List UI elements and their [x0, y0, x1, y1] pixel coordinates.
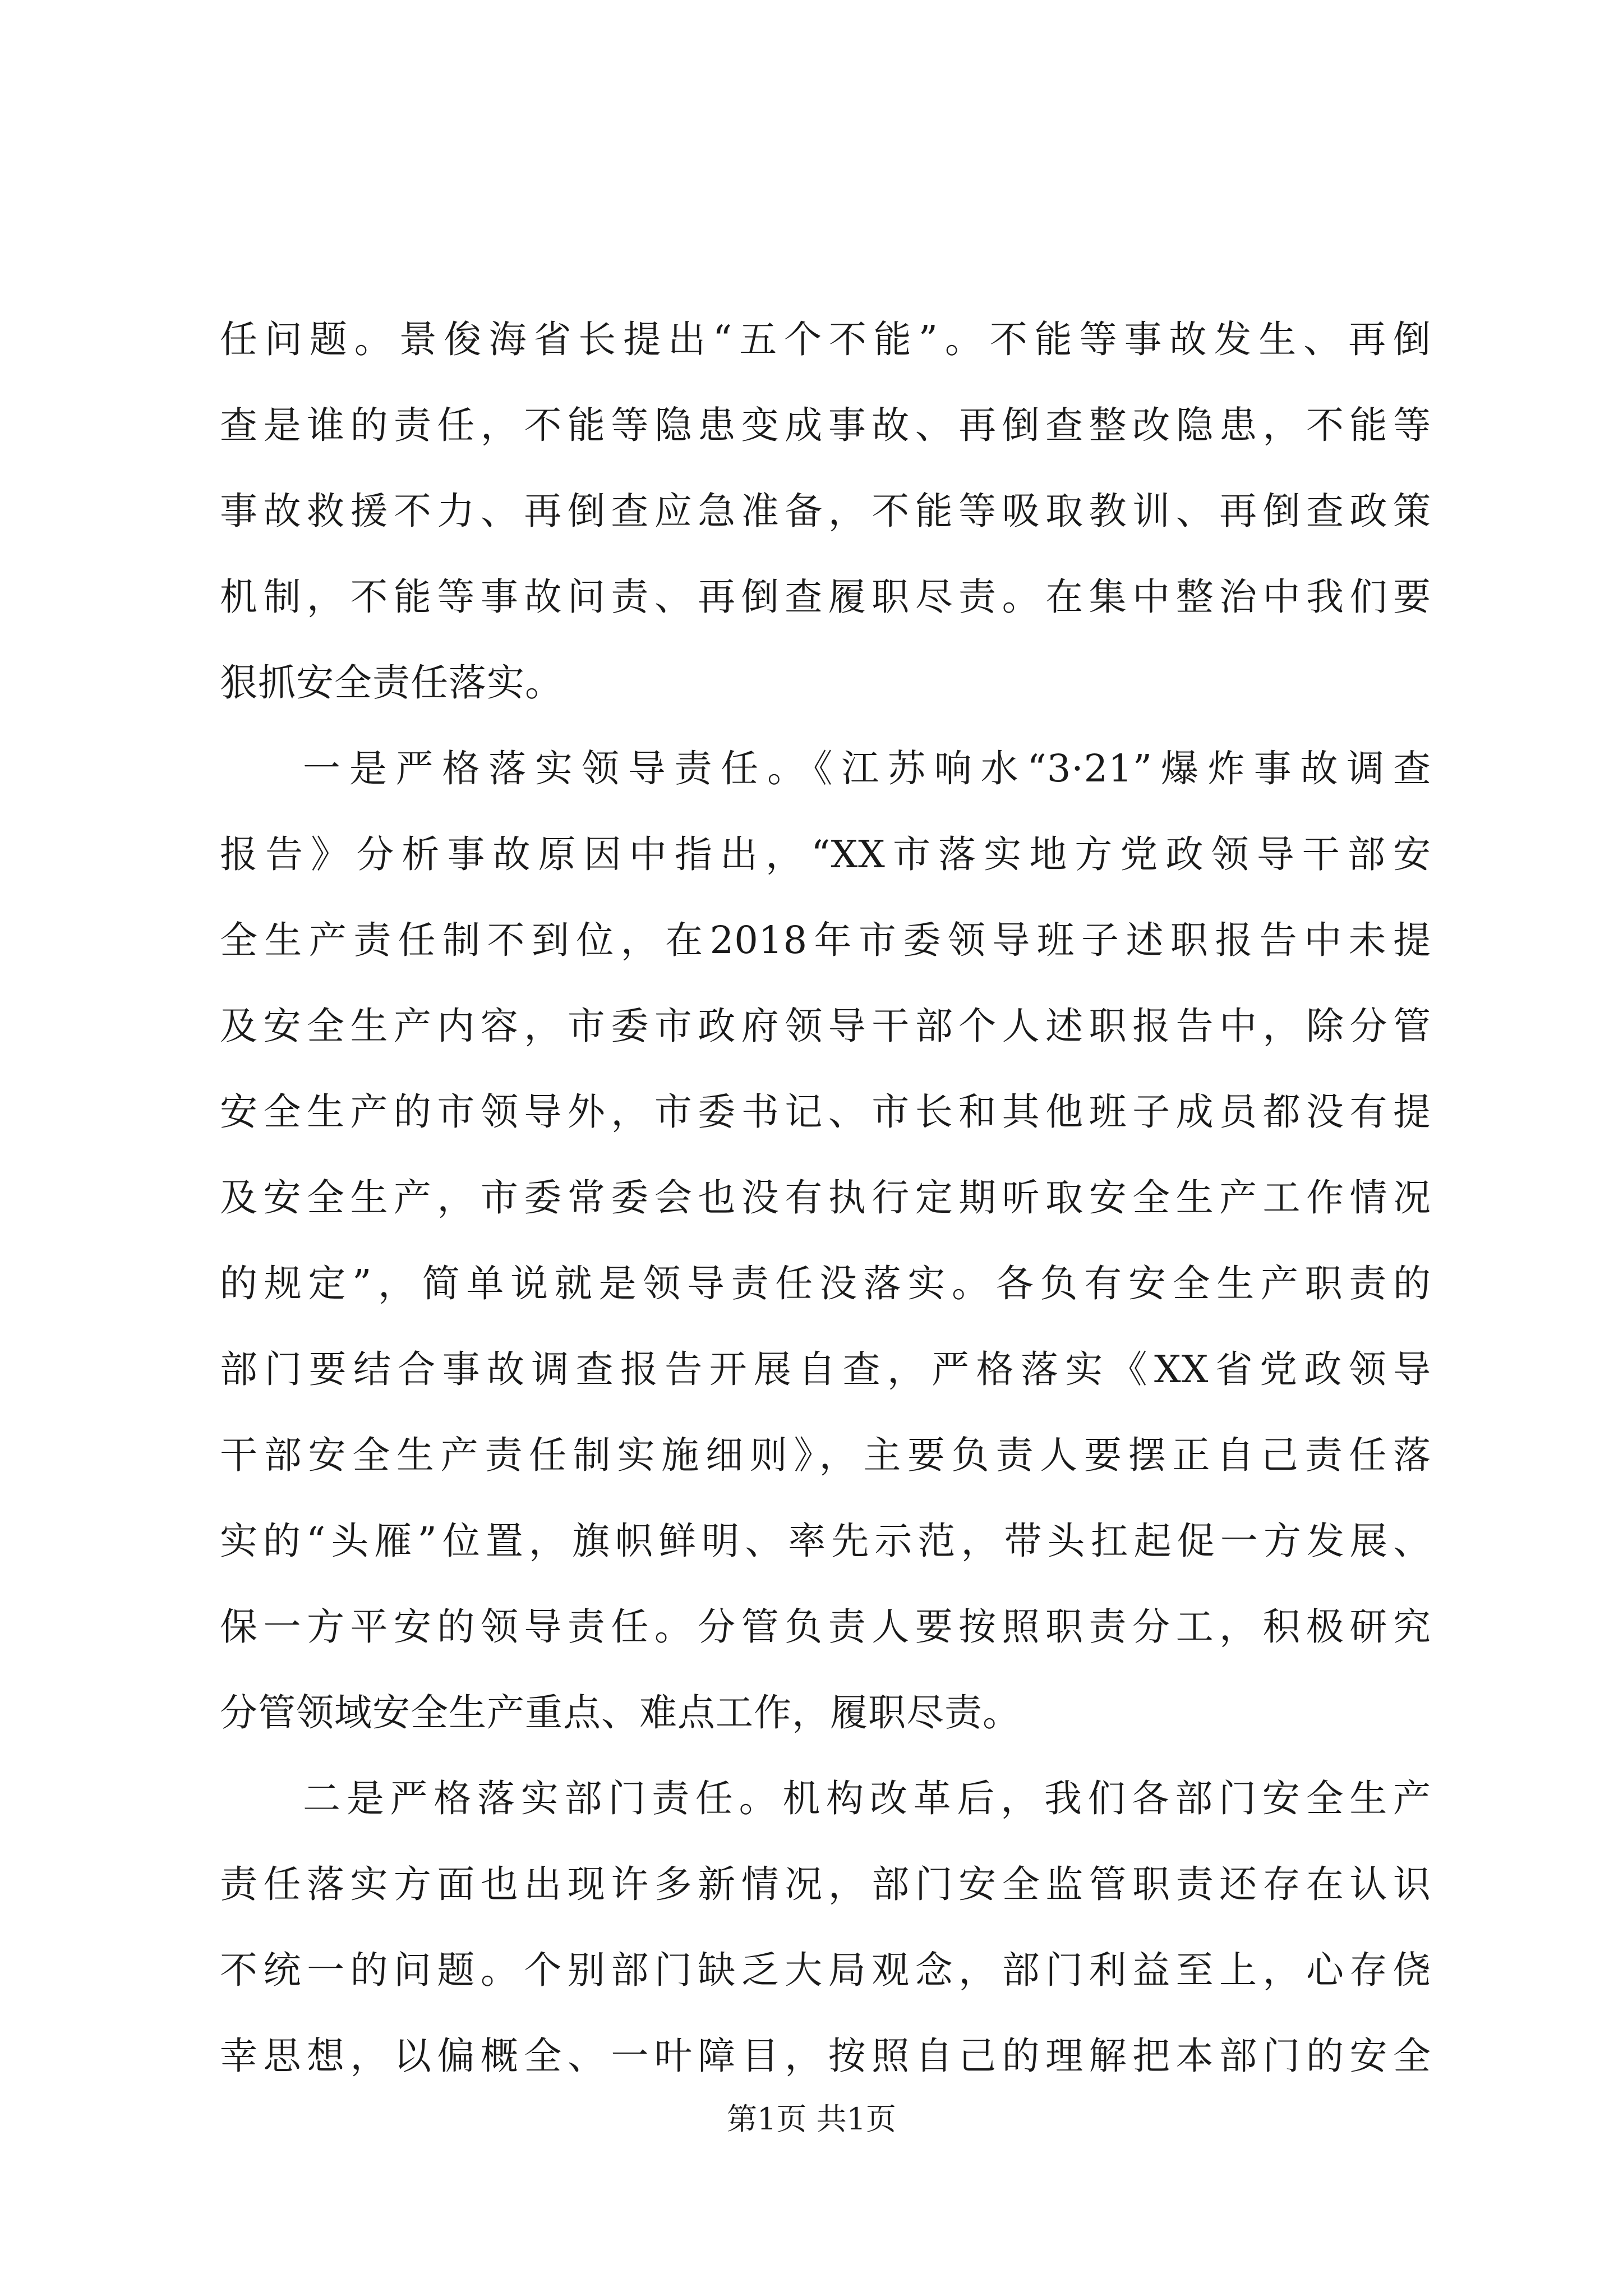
- body-text-line: 责任落实方面也出现许多新情况，部门安全监管职责还存在认识: [220, 1862, 1431, 1906]
- body-text-line: 实的“头雁”位置，旗帜鲜明、率先示范，带头扛起促一方发展、: [220, 1519, 1431, 1563]
- body-text-line: 任问题。景俊海省长提出“五个不能”。不能等事故发生、再倒: [220, 318, 1431, 361]
- paragraph-first-line: 二是严格落实部门责任。机构改革后，我们各部门安全生产: [303, 1777, 1431, 1820]
- body-text-line: 狠抓安全责任落实。: [220, 661, 563, 705]
- body-text-line: 报告》分析事故原因中指出，“XX市落实地方党政领导干部安: [220, 832, 1431, 876]
- body-text-line: 干部安全生产责任制实施细则》，主要负责人要摆正自己责任落: [220, 1433, 1431, 1477]
- body-text-line: 部门要结合事故调查报告开展自查，严格落实《XX省党政领导: [220, 1347, 1431, 1391]
- body-text-line: 幸思想，以偏概全、一叶障目，按照自己的理解把本部门的安全: [220, 2034, 1431, 2078]
- body-text-line: 分管领域安全生产重点、难点工作，履职尽责。: [220, 1691, 1021, 1734]
- body-text-line: 的规定”，简单说就是领导责任没落实。各负有安全生产职责的: [220, 1262, 1431, 1305]
- body-text-line: 机制，不能等事故问责、再倒查履职尽责。在集中整治中我们要: [220, 575, 1431, 619]
- body-text-line: 查是谁的责任，不能等隐患变成事故、再倒查整改隐患，不能等: [220, 403, 1431, 447]
- paragraph-first-line: 一是严格落实领导责任。《江苏响水“3·21”爆炸事故调查: [303, 747, 1431, 790]
- page-number-footer: 第1页 共1页: [727, 2101, 896, 2137]
- body-text-line: 保一方平安的领导责任。分管负责人要按照职责分工，积极研究: [220, 1605, 1431, 1649]
- body-text-line: 及安全生产内容，市委市政府领导干部个人述职报告中，除分管: [220, 1004, 1431, 1048]
- body-text-line: 事故救援不力、再倒查应急准备，不能等吸取教训、再倒查政策: [220, 489, 1431, 533]
- body-text-line: 及安全生产，市委常委会也没有执行定期听取安全生产工作情况: [220, 1176, 1431, 1220]
- body-text-line: 安全生产的市领导外，市委书记、市长和其他班子成员都没有提: [220, 1090, 1431, 1134]
- body-text-line: 不统一的问题。个别部门缺乏大局观念，部门利益至上，心存侥: [220, 1948, 1431, 1992]
- body-text-line: 全生产责任制不到位，在2018年市委领导班子述职报告中未提: [220, 918, 1431, 962]
